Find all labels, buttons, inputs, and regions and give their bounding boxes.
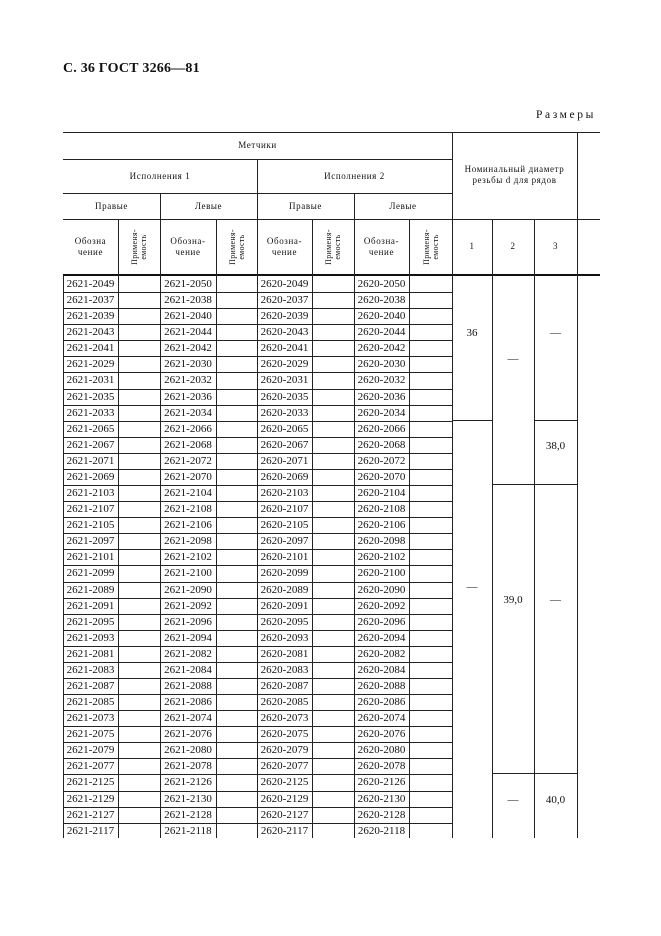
row-line: [63, 774, 452, 775]
table-cell-designation: 2620-2066: [357, 423, 406, 435]
table-cell-designation: 2621-2039: [66, 310, 115, 322]
table-cell-designation: 2621-2103: [66, 487, 115, 499]
row-line: [63, 742, 452, 743]
table-cell-designation: 2620-2069: [260, 471, 309, 483]
body-divider: [216, 275, 217, 838]
table-cell-designation: 2620-2077: [260, 760, 309, 772]
header-primenyaemost: Применя- емость: [421, 228, 440, 265]
table-cell-designation: 2621-2074: [164, 712, 212, 724]
table-cell-designation: 2620-2029: [260, 358, 309, 370]
table-cell-designation: 2621-2029: [66, 358, 115, 370]
diameter-value: 39,0: [503, 594, 523, 606]
table-cell-designation: 2620-2104: [357, 487, 406, 499]
table-cell-designation: 2621-2098: [164, 535, 212, 547]
table-cell-designation: 2620-2032: [357, 374, 406, 386]
row-line: [63, 389, 452, 390]
table-cell-designation: 2621-2096: [164, 616, 212, 628]
table-cell-designation: 2620-2083: [260, 664, 309, 676]
table-cell-designation: 2621-2117: [66, 825, 115, 837]
table-cell-designation: 2620-2106: [357, 519, 406, 531]
header-row-3: 3: [552, 241, 559, 251]
table-cell-designation: 2620-2075: [260, 728, 309, 740]
table-cell-designation: 2621-2031: [66, 374, 115, 386]
table-cell-designation: 2621-2066: [164, 423, 212, 435]
header-levye-1: Левые: [194, 200, 223, 211]
header-metchiki: Метчики: [238, 140, 277, 150]
row-line: [63, 726, 452, 727]
row-line: [63, 405, 452, 406]
table-cell-designation: 2620-2031: [260, 374, 309, 386]
table-cell-designation: 2621-2071: [66, 455, 115, 467]
row-line: [63, 646, 452, 647]
row-line: [63, 485, 452, 486]
table-cell-designation: 2620-2087: [260, 680, 309, 692]
table-cell-designation: 2621-2099: [66, 567, 115, 579]
table-cell-designation: 2620-2098: [357, 535, 406, 547]
table-cell-designation: 2621-2092: [164, 600, 212, 612]
table-cell-designation: 2621-2069: [66, 471, 115, 483]
table-cell-designation: 2621-2032: [164, 374, 212, 386]
table-cell-designation: 2620-2078: [357, 760, 406, 772]
table-cell-designation: 2621-2106: [164, 519, 212, 531]
table-cell-designation: 2620-2101: [260, 551, 309, 563]
body-divider: [577, 275, 578, 838]
row-line: [63, 807, 452, 808]
table-cell-designation: 2620-2089: [260, 584, 309, 596]
row-line: [63, 421, 452, 422]
table-cell-designation: 2621-2088: [164, 680, 212, 692]
table-cell-designation: 2621-2079: [66, 744, 115, 756]
table-cell-designation: 2621-2080: [164, 744, 212, 756]
table-cell-designation: 2620-2068: [357, 439, 406, 451]
table-cell-designation: 2621-2093: [66, 632, 115, 644]
header-primenyaemost: Применя- емость: [227, 228, 246, 265]
table-cell-designation: 2620-2127: [260, 809, 309, 821]
table-cell-designation: 2621-2127: [66, 809, 115, 821]
body-divider: [452, 275, 453, 838]
table-cell-designation: 2621-2089: [66, 584, 115, 596]
header-primenyaemost: Применя- емость: [323, 228, 342, 265]
table-cell-designation: 2620-2090: [357, 584, 406, 596]
row-line: [63, 372, 452, 373]
table-cell-designation: 2621-2091: [66, 600, 115, 612]
diameter-value: 38,0: [545, 440, 566, 452]
table-cell-designation: 2620-2081: [260, 648, 309, 660]
table-cell-designation: 2620-2088: [357, 680, 406, 692]
body-divider: [534, 275, 535, 838]
table-cell-designation: 2620-2065: [260, 423, 309, 435]
table-cell-designation: 2620-2034: [357, 407, 406, 419]
body-divider: [409, 275, 410, 838]
table-cell-designation: 2621-2049: [66, 278, 115, 290]
table-cell-designation: 2621-2083: [66, 664, 115, 676]
table-cell-designation: 2620-2117: [260, 825, 309, 837]
table-cell-designation: 2620-2071: [260, 455, 309, 467]
table-cell-designation: 2620-2086: [357, 696, 406, 708]
row-line: [63, 823, 452, 824]
table-cell-designation: 2621-2067: [66, 439, 115, 451]
diameter-value: 40,0: [545, 794, 566, 806]
table-cell-designation: 2621-2065: [66, 423, 115, 435]
header-divider: [577, 132, 578, 275]
table-cell-designation: 2621-2087: [66, 680, 115, 692]
row-line: [63, 292, 452, 293]
header-primenyaemost: Применя- емость: [129, 228, 148, 265]
table-cell-designation: 2620-2049: [260, 278, 309, 290]
table-cell-designation: 2620-2092: [357, 600, 406, 612]
table-cell-designation: 2620-2103: [260, 487, 309, 499]
table-cell-designation: 2620-2126: [357, 776, 406, 788]
table-cell-designation: 2620-2105: [260, 519, 309, 531]
table-cell-designation: 2620-2085: [260, 696, 309, 708]
row-line: [63, 630, 452, 631]
table-cell-designation: 2620-2080: [357, 744, 406, 756]
table-cell-designation: 2620-2067: [260, 439, 309, 451]
group-separator: [492, 484, 577, 485]
table-cell-designation: 2620-2042: [357, 342, 406, 354]
diameter-value: —: [507, 353, 519, 365]
table-cell-designation: 2620-2074: [357, 712, 406, 724]
diameter-value: —: [507, 794, 519, 806]
table-cell-designation: 2621-2068: [164, 439, 212, 451]
table-cell-designation: 2621-2084: [164, 664, 212, 676]
table-cell-designation: 2620-2097: [260, 535, 309, 547]
table-cell-designation: 2620-2038: [357, 294, 406, 306]
table-cell-designation: 2620-2130: [357, 793, 406, 805]
table-cell-designation: 2621-2128: [164, 809, 212, 821]
table-cell-designation: 2620-2108: [357, 503, 406, 515]
table-cell-designation: 2621-2104: [164, 487, 212, 499]
table-cell-designation: 2620-2099: [260, 567, 309, 579]
table-cell-designation: 2621-2035: [66, 391, 115, 403]
header-oboznachenie: Обозна- чение: [170, 235, 206, 257]
table-cell-designation: 2621-2081: [66, 648, 115, 660]
group-separator: [492, 773, 577, 774]
table-cell-designation: 2620-2030: [357, 358, 406, 370]
header-oboznachenie: Обозна- чение: [266, 235, 303, 257]
table-cell-designation: 2621-2102: [164, 551, 212, 563]
table-cell-designation: 2621-2082: [164, 648, 212, 660]
table-cell-designation: 2621-2076: [164, 728, 212, 740]
table-cell-designation: 2620-2039: [260, 310, 309, 322]
page-header: С. 36 ГОСТ 3266—81: [63, 61, 200, 76]
row-line: [63, 582, 452, 583]
table-cell-designation: 2621-2094: [164, 632, 212, 644]
header-bottom-line: [63, 274, 600, 276]
row-line: [63, 549, 452, 550]
table-cell-designation: 2620-2128: [357, 809, 406, 821]
header-row-1: 1: [469, 241, 475, 251]
table-cell-designation: 2620-2044: [357, 326, 406, 338]
table-cell-designation: 2621-2095: [66, 616, 115, 628]
diameter-value: 36: [466, 327, 478, 339]
header-ispolnenie-2: Исполнения 2: [324, 170, 385, 181]
row-line: [63, 662, 452, 663]
table-cell-designation: 2621-2125: [66, 776, 115, 788]
table-cell-designation: 2620-2037: [260, 294, 309, 306]
table-cell-designation: 2621-2130: [164, 793, 212, 805]
row-line: [63, 356, 452, 357]
row-line: [63, 791, 452, 792]
table-cell-designation: 2621-2050: [164, 278, 212, 290]
table-cell-designation: 2620-2076: [357, 728, 406, 740]
table-cell-designation: 2620-2041: [260, 342, 309, 354]
row-line: [63, 694, 452, 695]
table-cell-designation: 2620-2035: [260, 391, 309, 403]
header-oboznachenie: Обозна чение: [74, 235, 107, 257]
table-cell-designation: 2621-2107: [66, 503, 115, 515]
table-cell-designation: 2620-2033: [260, 407, 309, 419]
table-cell-designation: 2621-2118: [164, 825, 212, 837]
header-row-2: 2: [510, 241, 516, 251]
table-cell-designation: 2620-2082: [357, 648, 406, 660]
table-cell-designation: 2621-2086: [164, 696, 212, 708]
table-cell-designation: 2621-2129: [66, 793, 115, 805]
table-cell-designation: 2620-2093: [260, 632, 309, 644]
table-cell-designation: 2620-2079: [260, 744, 309, 756]
row-line: [63, 340, 452, 341]
table-cell-designation: 2621-2043: [66, 326, 115, 338]
group-separator: [452, 420, 492, 421]
row-line: [63, 598, 452, 599]
table-cell-designation: 2621-2101: [66, 551, 115, 563]
table-cell-designation: 2621-2070: [164, 471, 212, 483]
table-cell-designation: 2620-2107: [260, 503, 309, 515]
table-cell-designation: 2620-2050: [357, 278, 406, 290]
table-cell-designation: 2620-2072: [357, 455, 406, 467]
table-cell-designation: 2621-2036: [164, 391, 212, 403]
table-cell-designation: 2620-2095: [260, 616, 309, 628]
table-cell-designation: 2621-2090: [164, 584, 212, 596]
header-levye-2: Левые: [389, 200, 417, 211]
row-line: [63, 758, 452, 759]
row-line: [63, 453, 452, 454]
row-line: [63, 614, 452, 615]
table-cell-designation: 2620-2100: [357, 567, 406, 579]
header-nominal-diameter: Номинальный диаметр резьбы d для рядов: [464, 164, 565, 185]
table-cell-designation: 2620-2102: [357, 551, 406, 563]
row-line: [63, 565, 452, 566]
table-cell-designation: 2620-2084: [357, 664, 406, 676]
table-cell-designation: 2620-2129: [260, 793, 309, 805]
table-cell-designation: 2621-2041: [66, 342, 115, 354]
table-cell-designation: 2621-2075: [66, 728, 115, 740]
row-line: [63, 501, 452, 502]
body-divider: [312, 275, 313, 838]
row-line: [63, 324, 452, 325]
table-cell-designation: 2620-2091: [260, 600, 309, 612]
diameter-value: —: [550, 327, 561, 339]
group-separator: [534, 420, 577, 421]
table-cell-designation: 2620-2036: [357, 391, 406, 403]
table-cell-designation: 2620-2043: [260, 326, 309, 338]
table-cell-designation: 2621-2030: [164, 358, 212, 370]
table-cell-designation: 2621-2077: [66, 760, 115, 772]
table-cell-designation: 2620-2096: [357, 616, 406, 628]
table-cell-designation: 2621-2073: [66, 712, 115, 724]
table-cell-designation: 2621-2126: [164, 776, 212, 788]
diameter-value: —: [466, 581, 478, 593]
table-cell-designation: 2621-2097: [66, 535, 115, 547]
table-cell-designation: 2621-2072: [164, 455, 212, 467]
row-line: [63, 710, 452, 711]
header-pravye-1: Правые: [95, 200, 128, 211]
table-cell-designation: 2621-2100: [164, 567, 212, 579]
row-line: [63, 678, 452, 679]
row-line: [63, 469, 452, 470]
table-cell-designation: 2620-2118: [357, 825, 406, 837]
table-cell-designation: 2620-2125: [260, 776, 309, 788]
table-cell-designation: 2621-2040: [164, 310, 212, 322]
header-ispolnenie-1: Исполнения 1: [129, 170, 191, 181]
diameter-value: —: [550, 594, 561, 606]
header-pravye-2: Правые: [289, 200, 322, 211]
table-cell-designation: 2621-2078: [164, 760, 212, 772]
table-cell-designation: 2621-2044: [164, 326, 212, 338]
sizes-label: Размеры: [536, 109, 596, 121]
table-cell-designation: 2620-2094: [357, 632, 406, 644]
table-cell-designation: 2621-2038: [164, 294, 212, 306]
table-cell-designation: 2621-2034: [164, 407, 212, 419]
row-line: [63, 308, 452, 309]
row-line: [63, 437, 452, 438]
table-cell-designation: 2621-2037: [66, 294, 115, 306]
table-cell-designation: 2621-2108: [164, 503, 212, 515]
table-cell-designation: 2621-2033: [66, 407, 115, 419]
table-cell-designation: 2621-2105: [66, 519, 115, 531]
table-cell-designation: 2621-2085: [66, 696, 115, 708]
table-cell-designation: 2620-2070: [357, 471, 406, 483]
table-cell-designation: 2620-2073: [260, 712, 309, 724]
body-divider: [118, 275, 119, 838]
table-cell-designation: 2621-2042: [164, 342, 212, 354]
row-line: [63, 533, 452, 534]
table-cell-designation: 2620-2040: [357, 310, 406, 322]
row-line: [63, 517, 452, 518]
header-oboznachenie: Обозна- чение: [363, 235, 400, 257]
